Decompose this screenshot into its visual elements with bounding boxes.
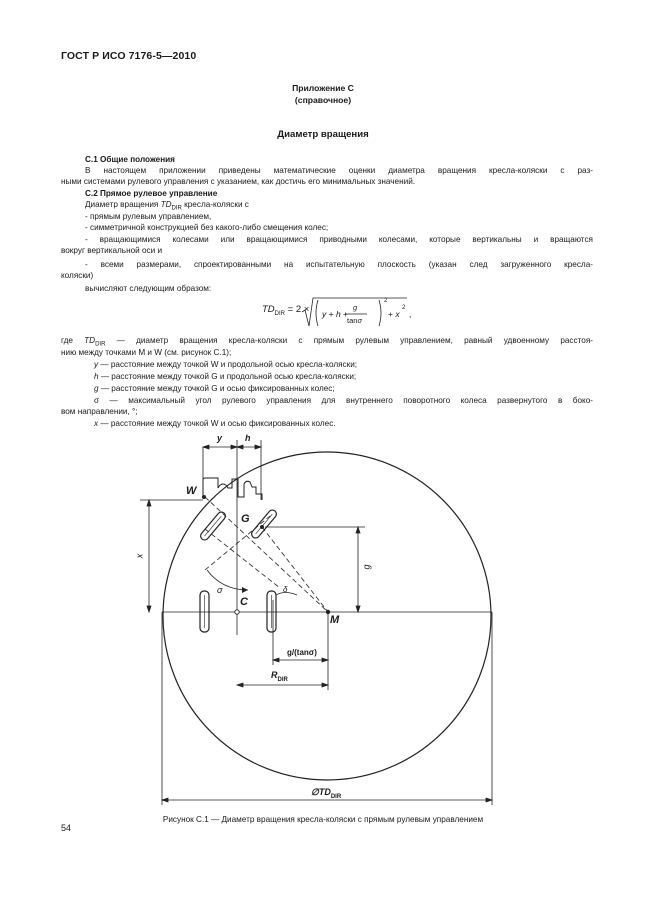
label-gtan: g/(tanσ) <box>287 648 317 657</box>
gtan-dimension <box>273 658 328 662</box>
label-g-point: G <box>241 513 250 525</box>
label-g-dim: g <box>361 564 372 570</box>
c2-item: - симметричной конструкцией без какого-либо смещения колес; <box>85 223 329 232</box>
c2-item: - всеми размерами, спроектированными на испытательную плоскость (указан след загруженного кресла- <box>85 260 593 269</box>
wheelchair-outline <box>203 478 262 500</box>
c2-heading: С.2 Прямое рулевое управление <box>85 189 218 198</box>
formula-y-h: y + h + <box>322 309 348 319</box>
page-number: 54 <box>61 823 72 833</box>
label-diameter: $\emptyset TD_{DIR}$ <box>311 787 342 800</box>
document-header: ГОСТ Р ИСО 7176-5—2010 <box>61 50 197 62</box>
point-g <box>260 525 264 529</box>
label-x: x <box>134 553 145 559</box>
formula-square-x: 2 <box>402 305 406 311</box>
definition-x: x — расстояние между точкой W и осью фиксированных колес. <box>94 419 336 428</box>
where-line1: где $TD_{DIR}$ — диаметр вращения кресла-коляски с прямым рулевым управлением, равный удвоенному расстоя- <box>61 336 593 348</box>
point-c <box>235 610 239 614</box>
appendix-title: Приложение С <box>292 83 354 93</box>
label-m: M <box>330 614 340 626</box>
turning-circle <box>163 452 491 780</box>
label-r: $R_{DIR}$ <box>271 670 288 683</box>
x-dimension <box>147 500 151 612</box>
definition-sigma-cont: вом направлении, °; <box>61 407 138 416</box>
label-w: W <box>186 485 197 497</box>
label-h: h <box>245 433 251 443</box>
turning-diameter-formula: $TD_{DIR} = 2$ × <box>262 304 310 317</box>
where-line2: нию между точками M и W (см. рисунок С.1); <box>61 348 232 357</box>
front-caster-right <box>250 508 278 539</box>
definition-y: y — расстояние между точкой W и продольной осью кресла-коляски; <box>94 360 358 369</box>
label-c: C <box>240 596 248 608</box>
label-sigma: σ <box>217 585 223 595</box>
label-delta: δ <box>283 585 288 594</box>
c2-item: - вращающимися колесами или вращающимися приводными колесами, которые вертикальны и вращаются <box>85 235 593 244</box>
formula-g: g <box>353 303 358 312</box>
formula-tan: tanσ <box>347 316 362 325</box>
definition-g: g — расстояние между точкой G и осью фиксированных колес; <box>94 384 335 393</box>
c2-item-cont: коляски) <box>61 271 94 280</box>
y-h-dimension <box>203 440 261 635</box>
definition-sigma: σ — максимальный угол рулевого управления для внутреннего поворотного колеса развернутого в боко- <box>94 396 593 405</box>
formula-x: + x <box>388 309 400 319</box>
calc-intro: вычисляют следующим образом: <box>85 284 212 293</box>
c2-item: - прямым рулевым управлением, <box>85 212 212 221</box>
c1-text-line1: В настоящем приложении приведены математические оценки диаметра вращения кресла-коляски с раз- <box>85 166 593 175</box>
formula-square: 2 <box>384 298 388 304</box>
formula-end: , <box>409 309 412 319</box>
c2-item-cont: вокруг вертикальной оси и <box>61 246 163 255</box>
front-caster-left <box>199 510 227 541</box>
label-y: y <box>217 433 223 443</box>
c1-heading: С.1 Общие положения <box>85 155 175 164</box>
section-title: Диаметр вращения <box>277 129 369 140</box>
r-dimension <box>237 683 328 687</box>
c2-intro: Диаметр вращения $TD_{DIR}$ кресла-коляски с <box>85 200 249 212</box>
figure-caption: Рисунок С.1 — Диаметр вращения кресла-коляски с прямым рулевым управлением <box>162 815 484 824</box>
point-w <box>202 495 206 499</box>
definition-h: h — расстояние между точкой G и продольной осью кресла-коляски; <box>94 372 357 381</box>
sigma-arc <box>207 570 248 590</box>
c1-text-line2: ными системами рулевого управления с указанием, как достичь его минимальных значений. <box>61 177 416 186</box>
g-dimension <box>356 527 360 612</box>
appendix-subtitle: (справочное) <box>294 95 352 105</box>
